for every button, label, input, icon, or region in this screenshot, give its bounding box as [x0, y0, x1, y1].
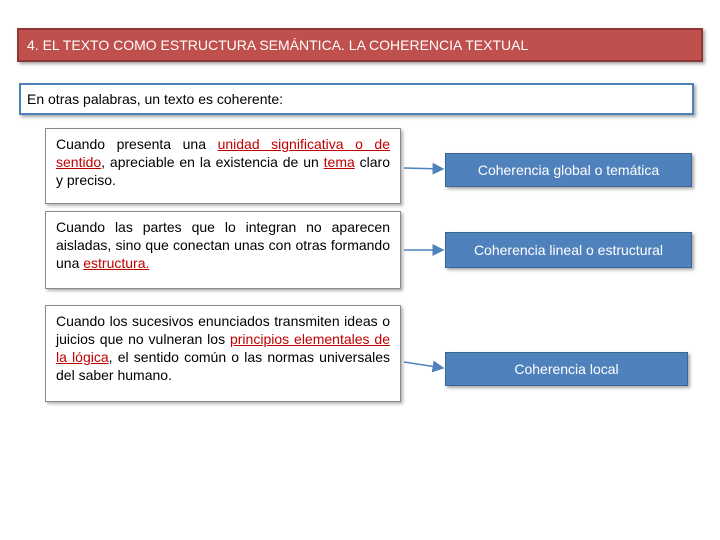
highlight-term: tema	[323, 154, 355, 170]
label-coherencia-lineal: Coherencia lineal o estructural	[445, 232, 692, 268]
label-coherencia-local: Coherencia local	[445, 352, 688, 386]
description-text: , apreciable en la existencia de un	[101, 154, 324, 170]
highlight-term: unidad significativa o de sentido	[56, 136, 390, 170]
highlight-term: principios elementales de la lógica	[56, 331, 390, 365]
description-text: Cuando los sucesivos enunciados transmiten ideas o juicios que no vulneran los	[56, 313, 390, 347]
description-text: Cuando las partes que lo integran no aparecen aisladas, sino que conectan unas con otras formando una	[56, 219, 390, 271]
intro-statement: En otras palabras, un texto es coherente:	[19, 83, 694, 115]
description-text: , el sentido común o las normas universales del saber humano.	[56, 349, 390, 383]
label-coherencia-global: Coherencia global o temática	[445, 153, 692, 187]
description-text: claro y preciso.	[56, 154, 391, 188]
slide-title: 4. EL TEXTO COMO ESTRUCTURA SEMÁNTICA. LA COHERENCIA TEXTUAL	[17, 28, 703, 62]
highlight-term: estructura.	[83, 255, 150, 271]
arrow-row-1	[404, 168, 443, 169]
description-text: Cuando presenta una	[56, 136, 218, 152]
arrow-row-3	[404, 362, 443, 368]
